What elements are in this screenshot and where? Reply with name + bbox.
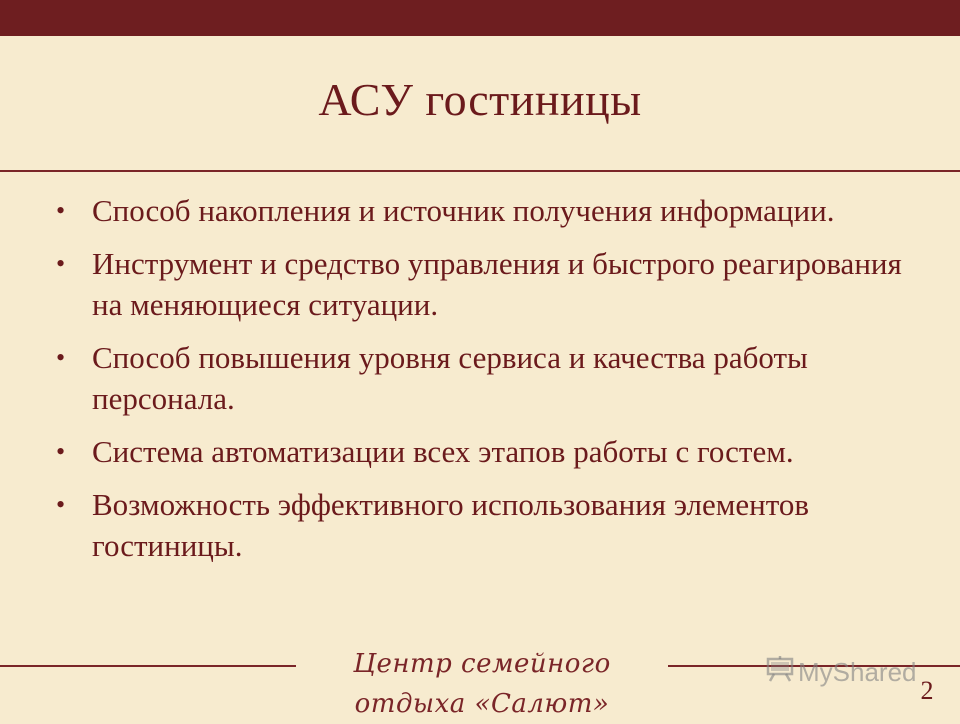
watermark-text: MyShared — [798, 656, 917, 687]
footer-divider-left — [0, 665, 296, 667]
title-divider — [0, 170, 960, 172]
bullet-icon: • — [56, 343, 66, 372]
list-item — [56, 484, 916, 566]
footer-caption: Центр семейного отдыха «Салют» — [353, 649, 611, 719]
page-number: 2 — [920, 676, 934, 705]
list-item-text: Инструмент и средство управления и быстрого реагирования на меняющиеся ситуации. — [92, 246, 902, 322]
bullet-icon: • — [56, 437, 66, 466]
list-item — [56, 190, 916, 231]
presentation-board-icon — [766, 656, 798, 689]
slide-title: АСУ гостиницы — [318, 74, 642, 125]
list-item-text: Система автоматизации всех этапов работы с гостем. — [92, 434, 794, 469]
list-item — [56, 431, 916, 472]
list-item — [56, 243, 916, 325]
bullet-icon: • — [56, 249, 66, 278]
watermark — [766, 652, 917, 692]
bullet-icon: • — [56, 490, 66, 519]
top-bar — [0, 0, 960, 36]
bullet-list — [56, 190, 916, 578]
bullet-icon: • — [56, 196, 66, 225]
list-item-text: Способ накопления и источник получения информации. — [92, 193, 835, 228]
list-item-text: Способ повышения уровня сервиса и качества работы персонала. — [92, 340, 808, 416]
list-item-text: Возможность эффективного использования элементов гостиницы. — [92, 487, 809, 563]
list-item — [56, 337, 916, 419]
